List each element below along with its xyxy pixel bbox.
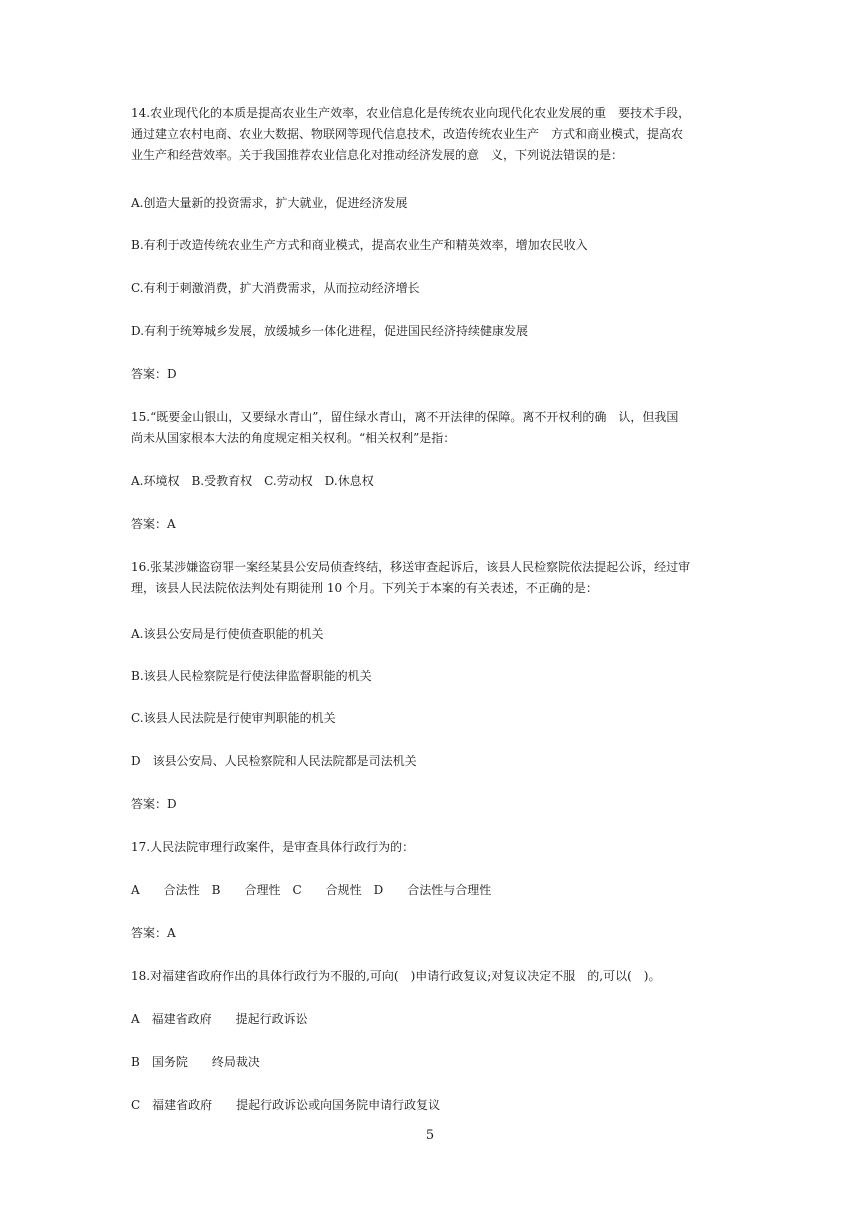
q18-option-c: C 福建省政府 提起行政诉讼或向国务院申请行政复议 bbox=[131, 1098, 441, 1112]
q16-stem-line-1: 16.张某涉嫌盗窃罪一案经某县公安局侦查终结，移送审查起诉后，该县人民检察院依法提起公诉，经过审 bbox=[131, 560, 691, 574]
q14-option-b: B.有利于改造传统农业生产方式和商业模式，提高农业生产和精英效率，增加农民收入 bbox=[131, 238, 588, 252]
q14-answer: 答案：D bbox=[131, 367, 177, 381]
q14-option-a: A.创造大量新的投资需求，扩大就业，促进经济发展 bbox=[131, 196, 408, 210]
q14-stem-line-2: 通过建立农村电商、农业大数据、物联网等现代信息技术，改造传统农业生产 方式和商业模式，提高农 bbox=[131, 127, 684, 141]
q16-option-a: A.该县公安局是行使侦查职能的机关 bbox=[131, 627, 324, 641]
q14-stem-line-3: 业生产和经营效率。关于我国推荐农业信息化对推动经济发展的意 义，下列说法错误的是： bbox=[131, 148, 624, 162]
q16-option-c: C.该县人民法院是行使审判职能的机关 bbox=[131, 711, 336, 725]
q16-stem-line-2: 理，该县人民法院依法判处有期徒刑 10 个月。下列关于本案的有关表述，不正确的是： bbox=[131, 581, 598, 595]
q14-stem-line-1: 14.农业现代化的本质是提高农业生产效率，农业信息化是传统农业向现代化农业发展的重 要技术手段， bbox=[131, 106, 691, 120]
q18-option-b: B 国务院 终局裁决 bbox=[131, 1055, 260, 1069]
q15-stem-line-2: 尚未从国家根本大法的角度规定相关权利。“相关权利”是指： bbox=[131, 431, 456, 445]
q15-stem-line-1: 15.“既要金山银山，又要绿水青山”，留住绿水青山，离不开法律的保障。离不开权利的确 认，但我国 bbox=[131, 410, 679, 424]
page-number: 5 bbox=[425, 1128, 435, 1143]
q16-option-b: B.该县人民检察院是行使法律监督职能的机关 bbox=[131, 669, 372, 683]
q17-answer: 答案：A bbox=[131, 926, 176, 940]
q15-answer: 答案：A bbox=[131, 517, 176, 531]
q14-option-c: C.有利于刺激消费，扩大消费需求，从而拉动经济增长 bbox=[131, 281, 420, 295]
q16-answer: 答案：D bbox=[131, 797, 177, 811]
q17-stem: 17.人民法院审理行政案件，是审查具体行政行为的： bbox=[131, 840, 415, 854]
q16-option-d: D 该县公安局、人民检察院和人民法院都是司法机关 bbox=[131, 754, 417, 768]
q17-options: A 合法性 B 合理性 C 合规性 D 合法性与合理性 bbox=[131, 883, 492, 897]
q18-stem: 18.对福建省政府作出的具体行政行为不服的,可向( )申请行政复议;对复议决定不服 的,可以( )。 bbox=[131, 969, 661, 983]
q14-option-d: D.有利于统筹城乡发展，放缓城乡一体化进程，促进国民经济持续健康发展 bbox=[131, 324, 529, 338]
q18-option-a: A 福建省政府 提起行政诉讼 bbox=[131, 1012, 308, 1026]
q15-options: A.环境权 B.受教育权 C.劳动权 D.休息权 bbox=[131, 474, 374, 488]
